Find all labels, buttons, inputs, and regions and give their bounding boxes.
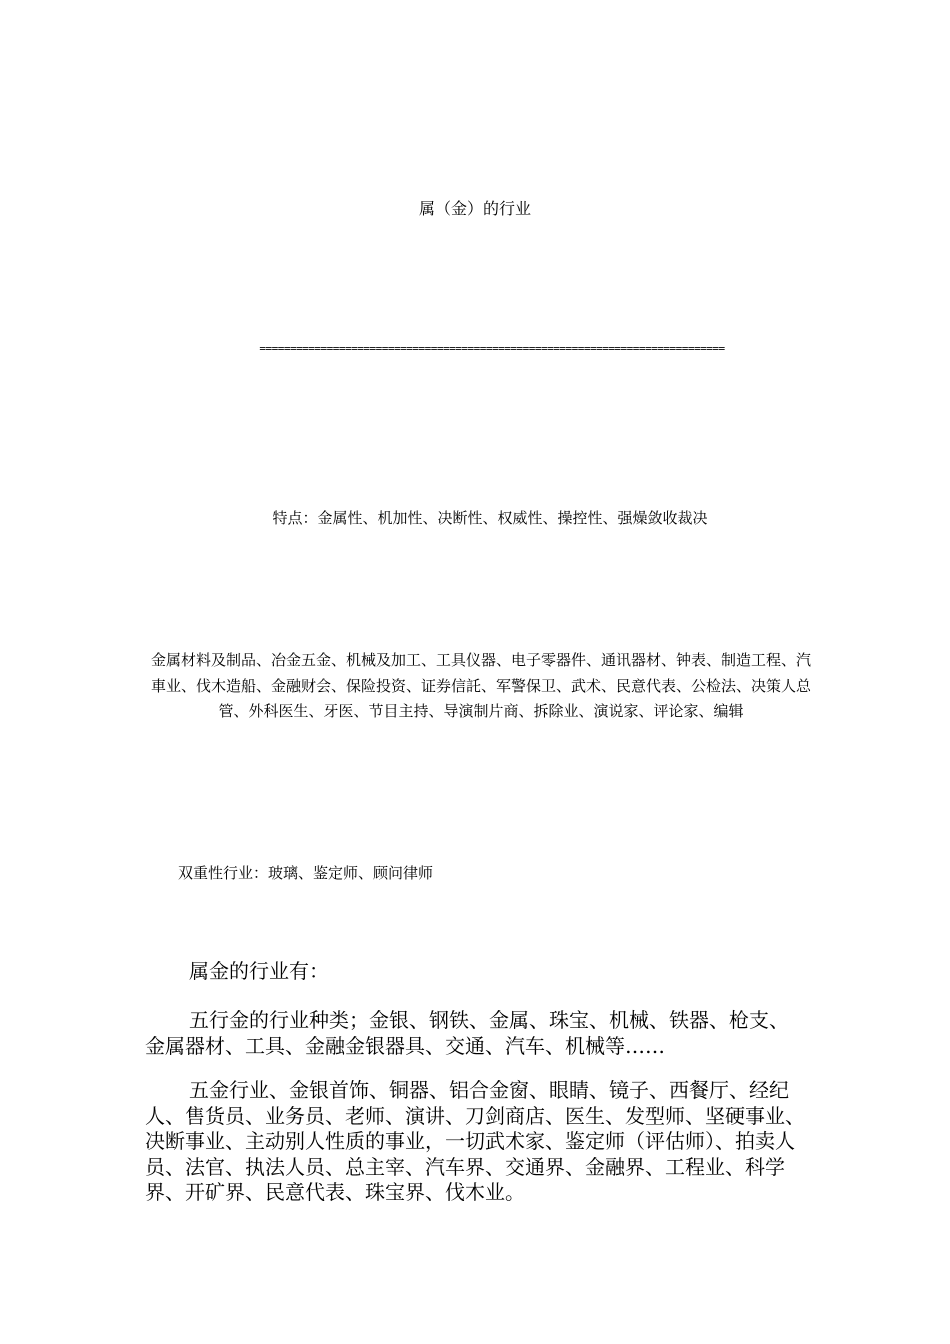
dual-nature-line: 双重性行业：玻璃、鉴定师、顾问律师 [178, 864, 434, 882]
paragraph-five-elements: 五行金的行业种类；金银、钢铁、金属、珠宝、机械、铁器、枪支、金属器材、工具、金融金银器具、交通、汽车、机械等…… [145, 1008, 789, 1058]
paragraph-metal-industries: 五金行业、金银首饰、铜器、铝合金窗、眼睛、镜子、西餐厅、经纪人、售货员、业务员、老师、演讲、刀剑商店、医生、发型师、坚硬事业、决断事业、主动别人性质的事业，一切武术家、鉴定师（评估师）、拍卖人员、法官、执法人员、总主宰、汽车界、交通界、金融界、工程业、科学界、开矿界、民意代表、珠宝界、伐木业。 [145, 1078, 805, 1204]
separator-line: ============================================================================ [259, 342, 725, 355]
document-title: 属（金）的行业 [418, 199, 531, 218]
section-heading: 属金的行业有： [189, 959, 329, 983]
features-line: 特点：金属性、机加性、决断性、权威性、操控性、强燥敛收裁决 [272, 509, 708, 527]
industries-paragraph: 金属材料及制品、冶金五金、机械及加工、工具仪器、电子零器件、通讯器材、钟表、制造工程、汽車业、伐木造船、金融财会、保险投资、证券信託、军警保卫、武术、民意代表、公检法、决策人总管、外科医生、牙医、节目主持、导演制片商、拆除业、演说家、评论家、编辑 [150, 651, 811, 720]
